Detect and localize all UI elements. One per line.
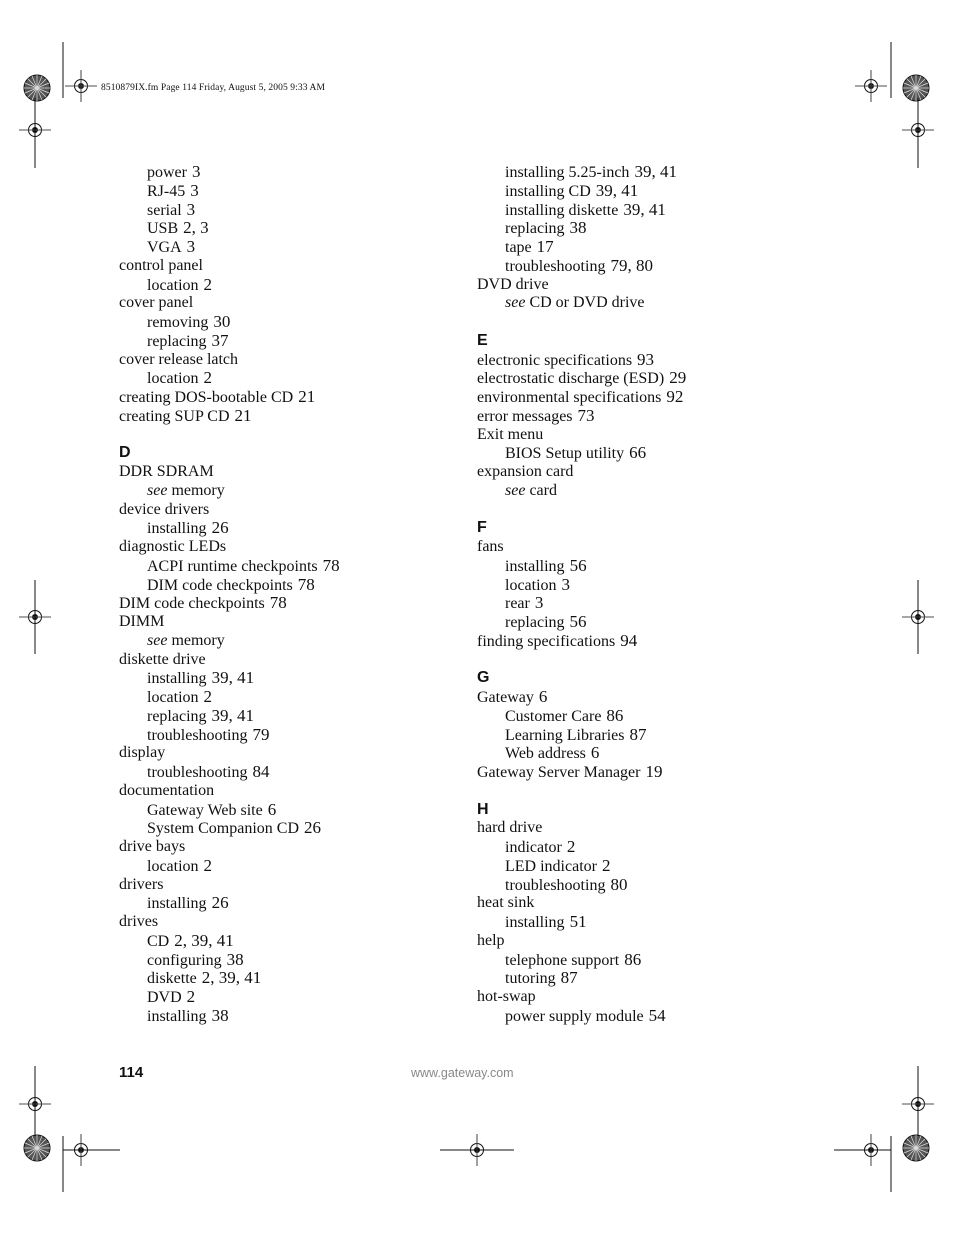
index-page-refs: 78 xyxy=(322,555,340,575)
index-page-refs: 79, 80 xyxy=(610,255,653,275)
index-page-refs: 38 xyxy=(211,1005,229,1025)
index-page-refs: 6 xyxy=(538,687,548,706)
index-term: DIM code checkpoints xyxy=(119,595,265,613)
index-subentry xyxy=(119,201,459,220)
index-term: installing xyxy=(147,670,207,688)
index-subentry xyxy=(119,238,459,257)
index-term: replacing xyxy=(147,707,207,725)
index-entry xyxy=(119,744,459,763)
index-page-refs: 87 xyxy=(560,968,578,988)
index-subentry xyxy=(119,969,459,988)
index-term: expansion card xyxy=(477,463,574,480)
index-entry xyxy=(477,932,817,951)
index-page-refs: 86 xyxy=(606,705,624,725)
index-subentry xyxy=(119,519,459,538)
index-page-refs: 6 xyxy=(267,799,277,819)
index-subentry xyxy=(119,801,459,820)
index-page-refs: 21 xyxy=(298,387,316,406)
index-term: removing xyxy=(147,314,209,331)
index-subentry xyxy=(119,707,459,726)
index-section-letter: H xyxy=(477,800,489,818)
index-entry xyxy=(119,463,459,482)
index-page-refs: 38 xyxy=(226,949,244,969)
index-term: drive bays xyxy=(119,838,186,855)
index-term: help xyxy=(477,931,505,949)
index-term: Exit menu xyxy=(477,425,544,443)
index-term: memory xyxy=(171,481,225,499)
index-subentry xyxy=(119,313,459,332)
file-info-stamp: 8510879IX.fm Page 114 Friday, August 5, 2005 9:33 AM xyxy=(101,83,326,93)
index-term: diskette drive xyxy=(119,650,206,668)
index-subentry xyxy=(477,969,817,988)
index-term: System Companion CD xyxy=(147,820,300,838)
index-term: cover panel xyxy=(119,294,194,312)
index-subentry xyxy=(477,257,817,276)
index-term: tape xyxy=(505,239,532,256)
index-term: error messages xyxy=(477,407,573,425)
index-entry xyxy=(477,388,817,407)
index-page-refs: 39, 41 xyxy=(634,162,677,181)
index-term: ACPI runtime checkpoints xyxy=(147,557,318,575)
index-page-refs: 17 xyxy=(536,237,554,256)
index-term: fans xyxy=(477,538,504,555)
registration-star-top-right xyxy=(903,75,929,101)
index-subentry xyxy=(119,219,459,238)
index-page-refs: 2 xyxy=(566,837,576,856)
index-subentry xyxy=(119,332,459,351)
index-term: telephone support xyxy=(505,951,620,969)
registration-star-top-left xyxy=(24,75,50,101)
index-subentry xyxy=(477,219,817,238)
index-page-refs: 19 xyxy=(645,762,663,781)
index-subentry xyxy=(119,857,459,876)
index-page-refs: 37 xyxy=(211,330,229,350)
index-page-refs: 29 xyxy=(669,368,687,388)
index-term: drivers xyxy=(119,875,164,893)
see-reference-label: see xyxy=(147,481,168,499)
index-page-refs: 3 xyxy=(191,162,201,181)
index-term: replacing xyxy=(147,332,207,350)
index-term: BIOS Setup utility xyxy=(505,445,625,463)
index-page-refs: 78 xyxy=(297,574,315,594)
index-subentry xyxy=(119,1007,459,1026)
index-term: electronic specifications xyxy=(477,351,633,369)
index-subentry xyxy=(119,988,459,1007)
index-term: Web address xyxy=(505,745,586,763)
index-subentry xyxy=(119,688,459,707)
index-entry xyxy=(119,294,459,313)
index-term: finding specifications xyxy=(477,632,616,650)
index-term: location xyxy=(147,370,199,388)
index-page-refs: 2 xyxy=(203,274,213,294)
index-term: troubleshooting xyxy=(147,764,248,781)
index-page-refs: 3 xyxy=(186,237,196,256)
index-term: environmental specifications xyxy=(477,389,662,406)
index-term: Gateway Web site xyxy=(147,801,263,819)
index-entry xyxy=(477,819,817,838)
index-term: troubleshooting xyxy=(505,257,606,275)
index-page-refs: 2 xyxy=(186,987,196,1006)
index-term: serial xyxy=(147,201,182,219)
index-page-refs: 2 xyxy=(203,368,213,388)
index-page-refs: 26 xyxy=(211,893,229,913)
index-subentry xyxy=(119,763,459,782)
index-term: power supply module xyxy=(505,1007,644,1025)
index-subentry xyxy=(119,819,459,838)
index-page-refs: 79 xyxy=(252,724,270,744)
index-subentry xyxy=(477,238,817,257)
index-term: electrostatic discharge (ESD) xyxy=(477,370,665,388)
page-number: 114 xyxy=(119,1064,144,1081)
index-term: RJ-45 xyxy=(147,182,186,200)
index-entry xyxy=(477,988,817,1007)
index-subentry xyxy=(477,951,817,970)
index-term: Gateway xyxy=(477,689,534,706)
index-section-letter: F xyxy=(477,519,487,537)
index-entry xyxy=(119,613,459,632)
index-page-refs: 2 xyxy=(601,855,611,875)
index-term: troubleshooting xyxy=(147,726,248,744)
index-term: installing xyxy=(147,895,207,913)
index-subentry xyxy=(119,182,459,201)
index-term: installing CD xyxy=(505,182,591,200)
index-term: installing xyxy=(147,1007,207,1025)
index-term: location xyxy=(147,857,199,875)
index-term: installing 5.25-inch xyxy=(505,164,630,181)
index-entry xyxy=(119,876,459,895)
index-term: cover release latch xyxy=(119,350,239,368)
index-subentry xyxy=(119,932,459,951)
index-subentry xyxy=(477,482,817,501)
index-page-refs: 2, 3 xyxy=(183,218,209,238)
index-page-refs: 73 xyxy=(577,405,595,425)
index-subentry xyxy=(119,894,459,913)
index-term: indicator xyxy=(505,839,562,856)
index-page-refs: 21 xyxy=(234,405,252,425)
index-subentry xyxy=(477,163,817,182)
index-term: diskette xyxy=(147,970,197,988)
index-term: DIMM xyxy=(119,613,165,630)
index-entry xyxy=(119,407,459,426)
index-column-right xyxy=(477,163,817,1026)
index-page-refs: 3 xyxy=(190,180,199,200)
index-entry xyxy=(119,501,459,520)
index-term: installing xyxy=(147,520,207,538)
index-term: location xyxy=(505,576,557,594)
index-page-refs: 38 xyxy=(569,218,587,238)
index-subentry xyxy=(477,576,817,595)
index-term: DVD drive xyxy=(477,275,549,293)
index-term: card xyxy=(529,481,557,499)
index-term: replacing xyxy=(505,614,565,631)
index-term: LED indicator xyxy=(505,857,597,875)
footer-url: www.gateway.com xyxy=(411,1066,514,1080)
index-subentry xyxy=(477,182,817,201)
index-term: troubleshooting xyxy=(505,876,606,894)
index-page-refs: 39, 41 xyxy=(595,180,639,200)
index-page-refs: 30 xyxy=(213,312,231,331)
index-page-refs: 26 xyxy=(211,518,229,538)
index-page-refs: 26 xyxy=(304,818,322,838)
index-page-refs: 2 xyxy=(203,687,213,706)
index-subentry xyxy=(477,201,817,220)
index-entry xyxy=(477,763,817,782)
index-term: drives xyxy=(119,913,159,930)
index-page-refs: 54 xyxy=(648,1005,666,1025)
index-section-letter: G xyxy=(477,669,490,687)
index-entry xyxy=(477,894,817,913)
index-entry xyxy=(119,538,459,557)
index-subentry xyxy=(477,838,817,857)
index-term: device drivers xyxy=(119,500,210,518)
index-term: installing xyxy=(505,914,565,931)
index-entry xyxy=(477,407,817,426)
index-page-refs: 2, 39, 41 xyxy=(201,968,262,988)
index-term: Gateway Server Manager xyxy=(477,764,641,781)
index-term: hard drive xyxy=(477,819,543,837)
index-section-letter: E xyxy=(477,331,488,349)
index-subentry xyxy=(119,276,459,295)
index-entry xyxy=(477,538,817,557)
index-term: installing xyxy=(505,557,565,575)
index-term: DVD xyxy=(147,989,182,1006)
index-term: power xyxy=(147,164,187,181)
index-page-refs: 94 xyxy=(620,630,638,650)
index-page-refs: 2 xyxy=(203,855,213,875)
index-page-refs: 87 xyxy=(629,724,647,744)
index-term: tutoring xyxy=(505,970,556,988)
index-page-refs: 39, 41 xyxy=(211,705,255,725)
index-subentry xyxy=(477,744,817,763)
index-subentry xyxy=(119,482,459,501)
index-subentry xyxy=(477,557,817,576)
index-term: CD or DVD drive xyxy=(529,294,645,312)
index-page-refs: 51 xyxy=(569,912,587,931)
index-page-refs: 2, 39, 41 xyxy=(174,930,234,950)
index-entry xyxy=(119,388,459,407)
index-term: rear xyxy=(505,595,530,613)
index-term: diagnostic LEDs xyxy=(119,538,227,555)
index-entry xyxy=(477,276,817,295)
index-term: VGA xyxy=(147,239,182,256)
index-subentry xyxy=(477,913,817,932)
index-page-refs: 3 xyxy=(561,574,571,594)
index-term: USB xyxy=(147,220,179,238)
index-entry xyxy=(477,369,817,388)
index-page-refs: 84 xyxy=(252,762,270,781)
index-term: memory xyxy=(171,631,225,649)
registration-cross xyxy=(855,70,887,102)
index-subentry xyxy=(119,576,459,595)
index-page-refs: 3 xyxy=(186,199,196,219)
index-entry xyxy=(119,351,459,370)
index-subentry xyxy=(477,444,817,463)
registration-star-bottom-left xyxy=(24,1135,50,1161)
index-term: control panel xyxy=(119,256,203,274)
index-subentry xyxy=(119,669,459,688)
registration-cross xyxy=(65,70,97,102)
index-page-refs: 3 xyxy=(534,593,544,613)
index-term: heat sink xyxy=(477,894,535,912)
index-term: creating DOS-bootable CD xyxy=(119,389,294,406)
index-subentry xyxy=(477,594,817,613)
index-term: replacing xyxy=(505,220,565,238)
index-page-refs: 86 xyxy=(624,949,642,969)
index-entry xyxy=(119,257,459,276)
index-subentry xyxy=(119,369,459,388)
registration-star-bottom-right xyxy=(903,1135,929,1161)
index-term: documentation xyxy=(119,781,215,799)
index-term: display xyxy=(119,744,166,762)
index-page-refs: 80 xyxy=(610,874,628,894)
index-entry xyxy=(477,632,817,651)
index-subentry xyxy=(119,726,459,745)
index-subentry xyxy=(119,557,459,576)
index-subentry xyxy=(119,951,459,970)
index-section-letter: D xyxy=(119,444,131,462)
index-term: CD xyxy=(147,932,170,950)
index-term: location xyxy=(147,276,199,294)
index-page-refs: 56 xyxy=(569,555,587,575)
index-page-refs: 66 xyxy=(629,443,647,463)
see-reference-label: see xyxy=(505,294,526,312)
index-page-refs: 93 xyxy=(637,349,655,369)
index-subentry xyxy=(477,876,817,895)
index-page-refs: 39, 41 xyxy=(211,668,255,688)
index-term: DDR SDRAM xyxy=(119,463,214,480)
index-page-refs: 6 xyxy=(590,743,600,763)
index-subentry xyxy=(119,163,459,182)
see-reference-label: see xyxy=(505,481,526,499)
index-column-left xyxy=(119,163,459,1026)
index-term: location xyxy=(147,689,199,706)
index-subentry xyxy=(477,707,817,726)
index-entry xyxy=(119,838,459,857)
index-entry xyxy=(477,463,817,482)
index-page-refs: 78 xyxy=(269,593,287,613)
index-term: configuring xyxy=(147,951,222,969)
index-subentry xyxy=(477,294,817,313)
index-entry xyxy=(477,426,817,445)
index-term: DIM code checkpoints xyxy=(147,576,293,594)
index-term: hot-swap xyxy=(477,988,536,1005)
index-entry xyxy=(477,688,817,707)
index-entry xyxy=(119,913,459,932)
index-term: Customer Care xyxy=(505,707,602,725)
index-term: creating SUP CD xyxy=(119,407,230,425)
index-term: Learning Libraries xyxy=(505,726,625,744)
index-page-refs: 92 xyxy=(666,387,684,406)
index-subentry xyxy=(477,726,817,745)
index-subentry xyxy=(477,1007,817,1026)
index-entry xyxy=(477,351,817,370)
see-reference-label: see xyxy=(147,631,168,649)
index-page-refs: 56 xyxy=(569,612,587,631)
index-entry xyxy=(119,594,459,613)
index-entry xyxy=(119,782,459,801)
index-entry xyxy=(119,651,459,670)
index-subentry xyxy=(119,632,459,651)
index-page-refs: 39, 41 xyxy=(623,199,666,219)
index-term: installing diskette xyxy=(505,201,619,219)
index-subentry xyxy=(477,613,817,632)
index-subentry xyxy=(477,857,817,876)
